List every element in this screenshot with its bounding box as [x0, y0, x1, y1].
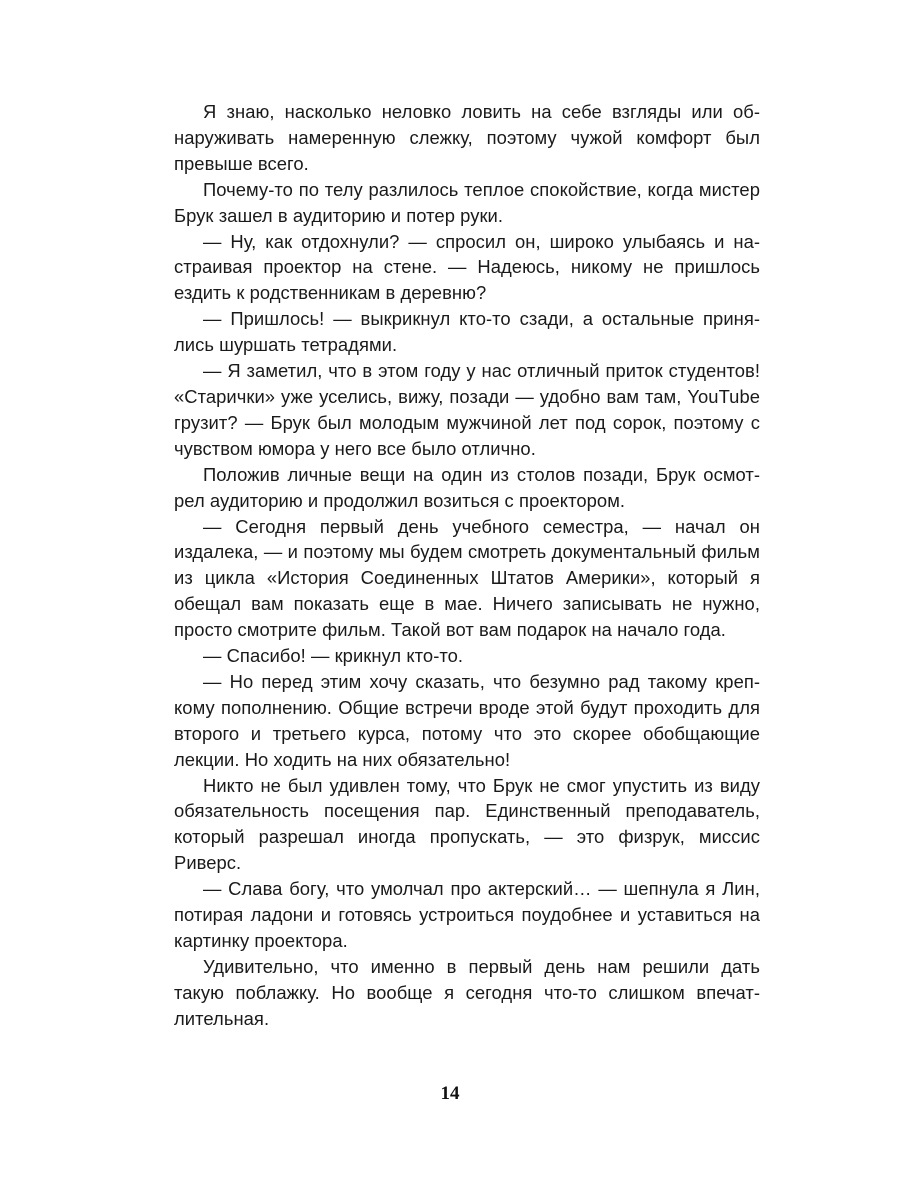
- paragraph: — Ну, как отдохнули? — спросил он, широко улыбаясь и настраивая проектор на стене. — Надеюсь, никому не пришлось ездить к родственникам в деревню?: [174, 230, 760, 304]
- paragraph: Удивительно, что именно в первый день нам решили дать такую поблажку. Но вообще я сегодня что-то слишком впечатлительная.: [174, 955, 760, 1029]
- paragraph: Почему-то по телу разлилось теплое спокойствие, когда мистер Брук зашел в аудиторию и потер руки.: [174, 178, 760, 226]
- paragraph: — Пришлось! — выкрикнул кто-то сзади, а остальные принялись шуршать тетрадями.: [174, 308, 760, 356]
- paragraph: — Спасибо! — крикнул кто-то.: [203, 645, 464, 667]
- paragraph: — Я заметил, что в этом году у нас отличный приток студентов! «Старички» уже уселись, вижу, позади — удобно вам там, YouTube грузит? — Брук был молодым мужчиной лет под сорок, поэтому с чувством юмора у него все было отлично.: [174, 360, 760, 459]
- page-number: 14: [440, 1083, 460, 1104]
- paragraph: Никто не был удивлен тому, что Брук не смог упустить из виду обязательность посещения пар. Единственный преподаватель, который разрешал иногда пропускать, — это физрук, миссис Риверс.: [174, 774, 760, 874]
- paragraph: Положив личные вещи на один из столов позади, Брук осмотрел аудиторию и продолжил возиться с проектором.: [174, 463, 760, 511]
- paragraph: — Сегодня первый день учебного семестра, — начал он издалека, — и поэтому мы будем смотреть документальный фильм из цикла «История Соединенных Штатов Америки», который я обещал вам показать еще в мае. Ничего записывать не нужно, просто смотрите фильм. Такой вот вам подарок на начало года.: [174, 515, 760, 641]
- body-text: [174, 99, 760, 1032]
- paragraph: Я знаю, насколько неловко ловить на себе взгляды или обнаруживать намеренную слежку, поэтому чужой комфорт был превыше всего.: [174, 101, 760, 174]
- paragraph: — Но перед этим хочу сказать, что безумно рад такому крепкому пополнению. Общие встречи вроде этой будут проходить для второго и третьего курса, потому что это скорее обобщающие лекции. Но ходить на них обязательно!: [174, 670, 760, 770]
- paragraph: — Слава богу, что умолчал про актерский… — шепнула я Лин, потирая ладони и готовясь устроиться поудобнее и уставиться на картинку проектора.: [174, 878, 760, 951]
